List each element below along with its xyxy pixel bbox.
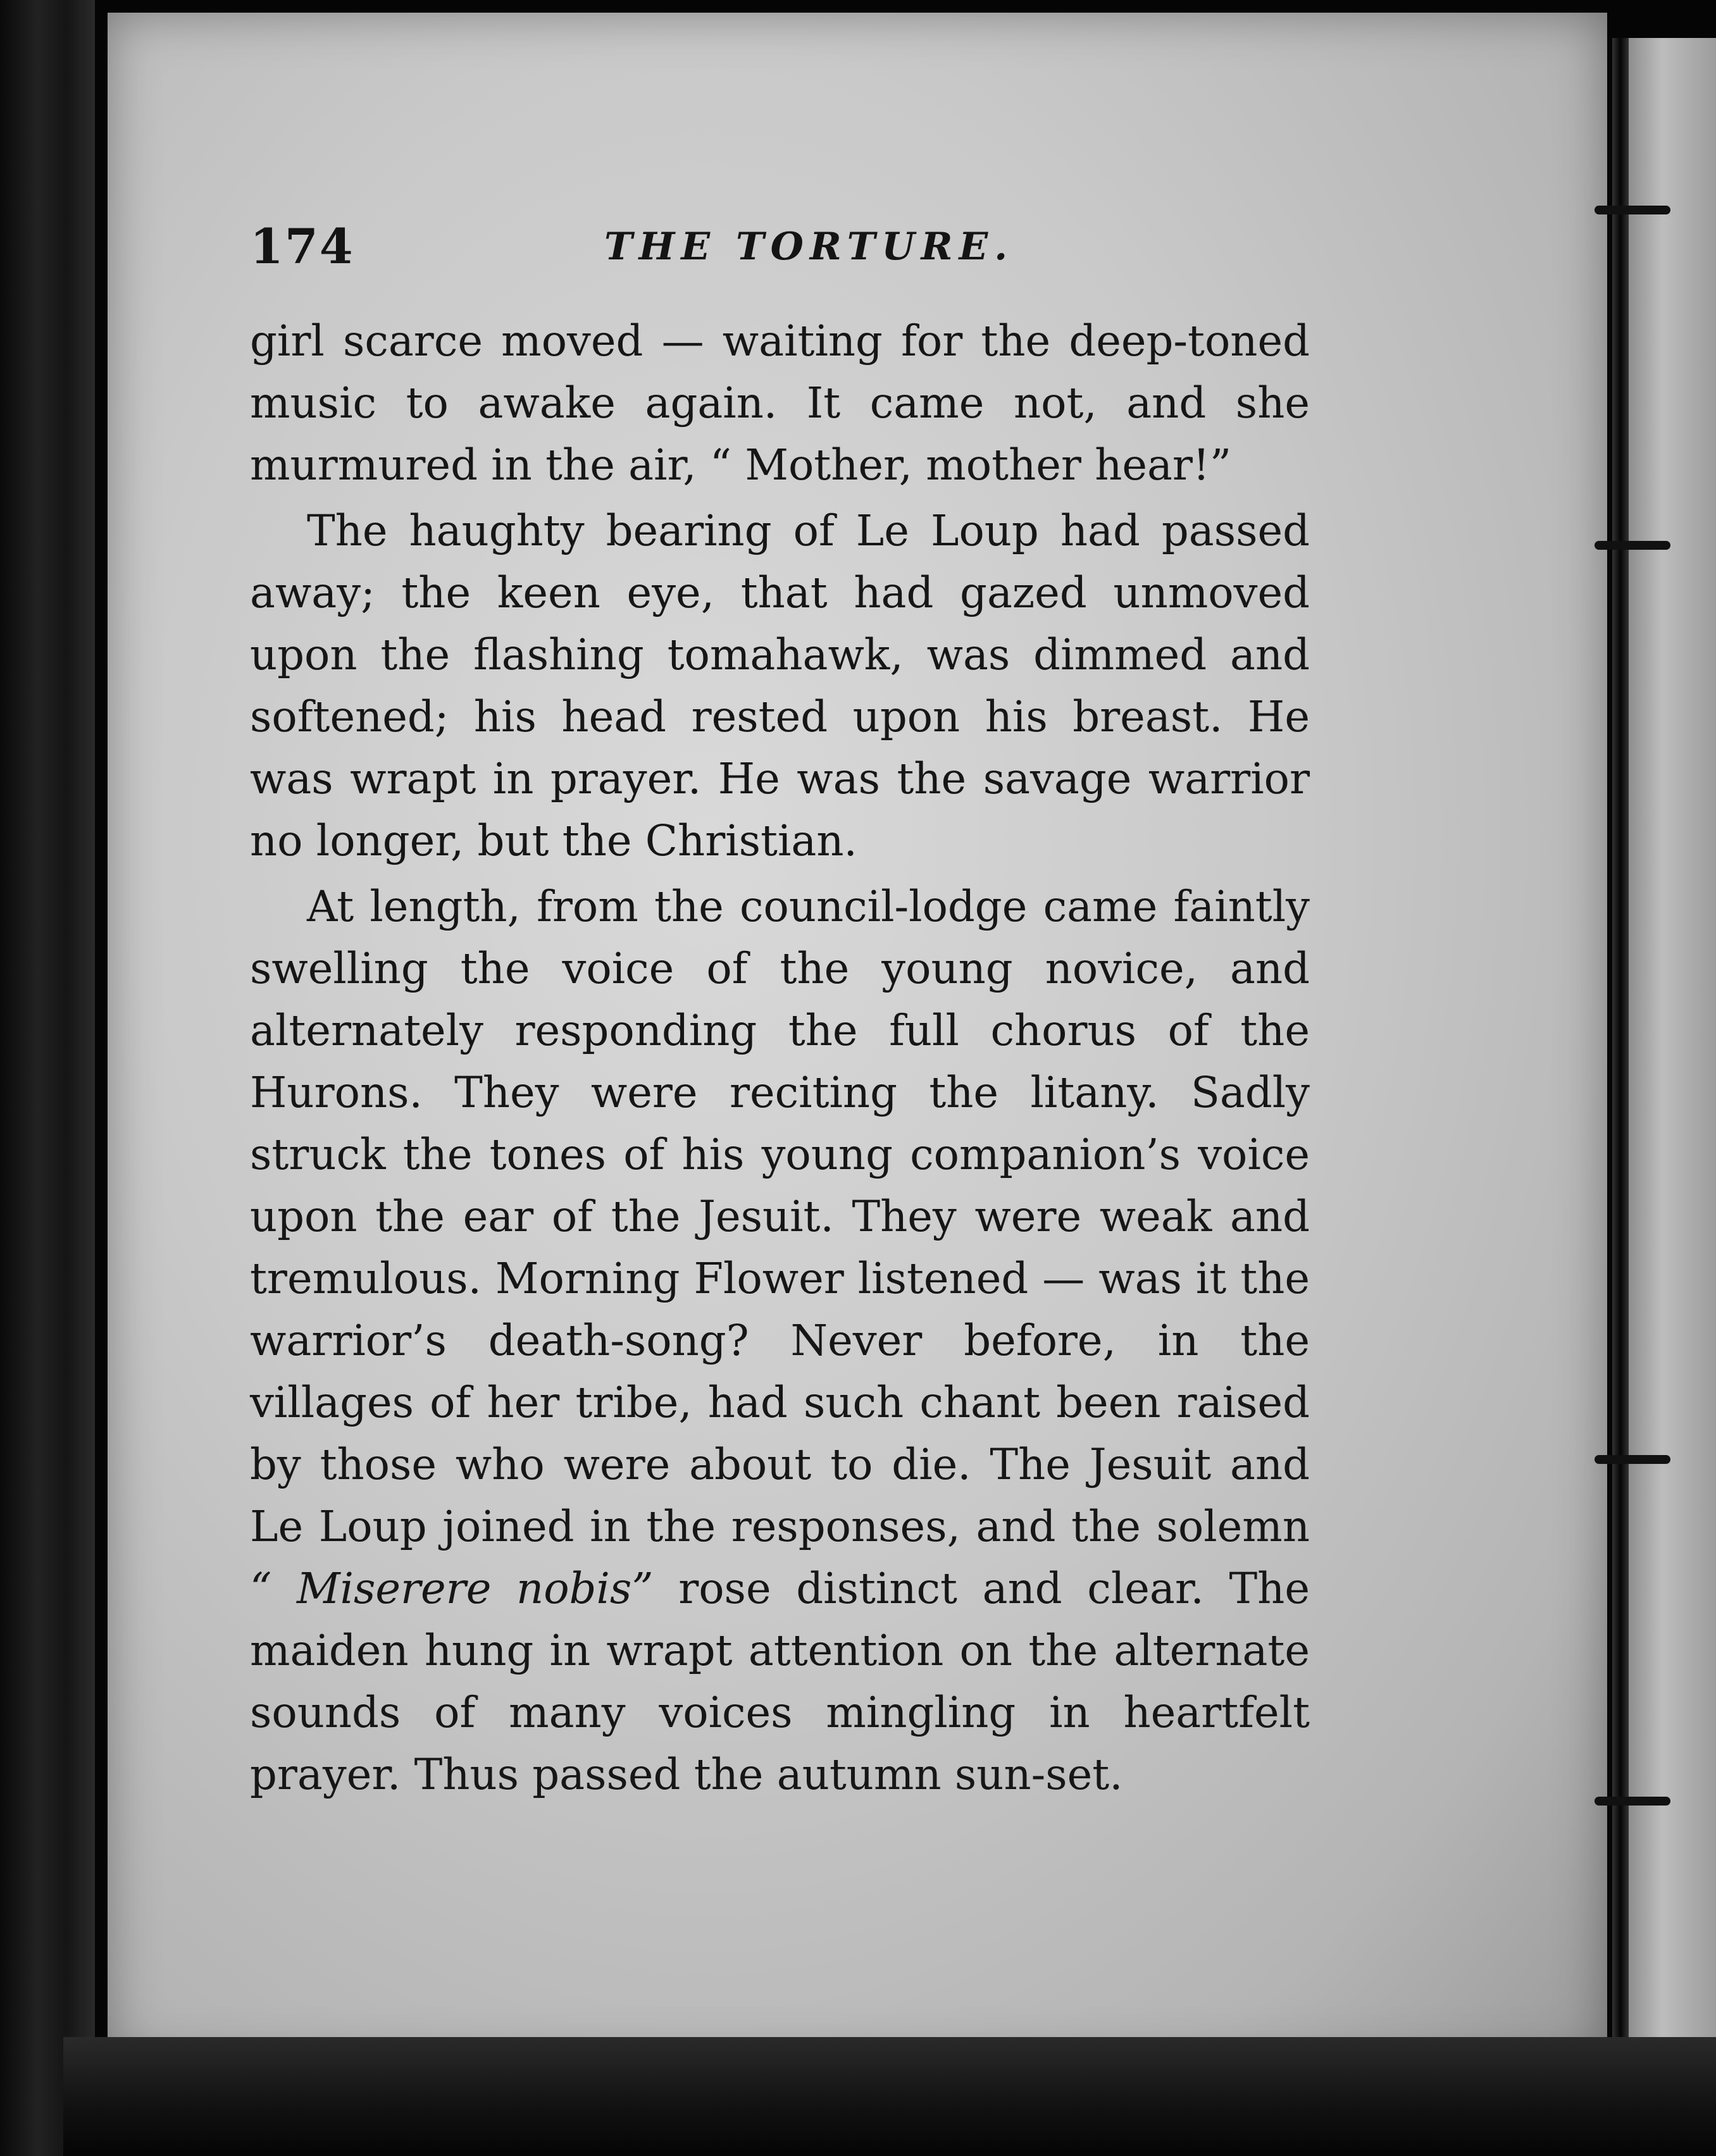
paragraph bbox=[250, 876, 1310, 1806]
paragraph-text: rose distinct and clear. The maiden hung in wrapt attention on the alternate sounds of many voices mingling in heartfelt prayer. Thus passed the autumn sun-set. bbox=[250, 1564, 1310, 1799]
binding-gutter bbox=[1612, 38, 1629, 2050]
binding-stitch bbox=[1595, 541, 1670, 550]
paragraph: girl scarce moved — waiting for the deep-toned music to awake again. It came not, and she murmured in the air, “ Mother, mother hear!” bbox=[250, 316, 1310, 490]
latin-phrase: “ Miserere nobis” bbox=[250, 1564, 654, 1613]
binding-stitch bbox=[1595, 1797, 1670, 1806]
book-spine bbox=[0, 0, 95, 2156]
paragraph-text: At length, from the council-lodge came faintly swelling the voice of the young novice, and alternately responding the full chorus of the Hurons. They were reciting the litany. Sadly struck the tones of his young companion’s voice upon the ear of the Jesuit. They were weak and tremulous. Morning Flower listened — was it the warrior’s death-song? Never before, in the villages of her tribe, had such chant been raised by those who were about to die. The Jesuit and Le Loup joined in the responses, and the solemn bbox=[250, 882, 1310, 1551]
page-number: 174 bbox=[250, 218, 354, 275]
binding-stitch bbox=[1595, 1455, 1670, 1464]
scan-bottom-edge bbox=[63, 2037, 1716, 2156]
binding-stitch bbox=[1595, 206, 1670, 214]
adjacent-page-edge bbox=[1626, 38, 1716, 2050]
paragraph: The haughty bearing of Le Loup had passed away; the keen eye, that had gazed unmoved upon the flashing tomahawk, was dimmed and softened; his head rested upon his breast. He was wrapt in prayer. He was the savage warrior no longer, but the Christian. bbox=[250, 506, 1310, 865]
body-text bbox=[250, 310, 1310, 1806]
page-header bbox=[250, 218, 1310, 282]
running-head: THE TORTURE. bbox=[604, 225, 1014, 269]
